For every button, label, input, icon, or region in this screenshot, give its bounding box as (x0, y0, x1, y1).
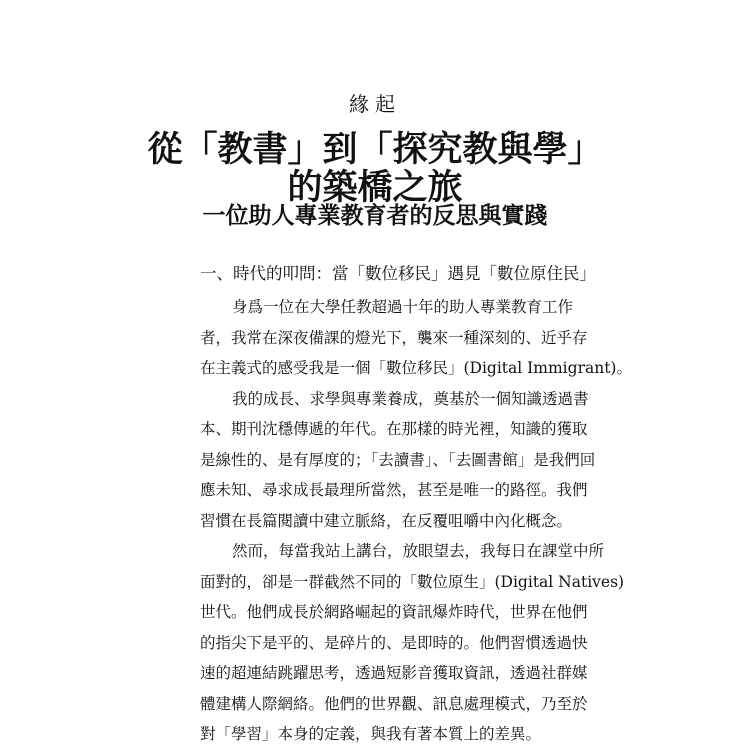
text-line: 本、期刊沈穩傳遞的年代。在那樣的時光裡，知識的獲取 (200, 420, 588, 438)
text-line: 速的超連結跳躍思考，透過短影音獲取資訊，透過社群媒 (200, 664, 588, 682)
text-line: 世代。他們成長於網路崛起的資訊爆炸時代，世界在他們 (200, 603, 588, 621)
text-line: 然而，每當我站上講台，放眼望去，我每日在課堂中所 (232, 542, 605, 560)
text-line: 身爲一位在大學任教超過十年的助人專業教育工作 (232, 298, 574, 316)
chapter-kicker: 緣起 (349, 92, 401, 116)
text-line: 體建構人際網絡。他們的世界觀、訊息處理模式，乃至於 (200, 694, 588, 713)
paragraph-3 (200, 536, 625, 750)
text-line: 在主義式的感受我是一個「數位移民」(Digital Immigrant)。 (200, 359, 632, 377)
text-line: 者，我常在深夜備課的燈光下，襲來一種深刻的、近乎存 (200, 328, 588, 347)
text-line: 我的成長、求學與專業養成，奠基於一個知識透過書 (232, 389, 589, 408)
text-line: 的指尖下是平的、是碎片的、是即時的。他們習慣透過快 (200, 633, 588, 652)
chapter-title-line-2: 的築橋之旅 (287, 167, 463, 208)
text-line: 對「學習」本身的定義，與我有著本質上的差異。 (200, 725, 542, 743)
paragraph-2 (200, 384, 596, 537)
chapter-subtitle: 一位助人專業教育者的反思與實踐 (202, 202, 548, 229)
body-text (200, 292, 632, 750)
text-line: 面對的，卻是一群截然不同的「數位原生」(Digital Natives) (200, 572, 625, 591)
section-heading: 一、時代的叩問：當「數位移民」遇見「數位原住民」 (200, 264, 596, 283)
paragraph-1 (200, 292, 632, 384)
text-line: 習慣在長篇閱讀中建立脈絡，在反覆咀嚼中內化概念。 (200, 511, 573, 530)
chapter-title-line-1: 從「教書」到「探究教與學」 (147, 129, 603, 170)
text-line: 應未知、尋求成長最理所當然，甚至是唯一的路徑。我們 (200, 481, 588, 499)
text-line: 是線性的、是有厚度的；「去讀書」、「去圖書館」是我們回 (200, 450, 596, 469)
